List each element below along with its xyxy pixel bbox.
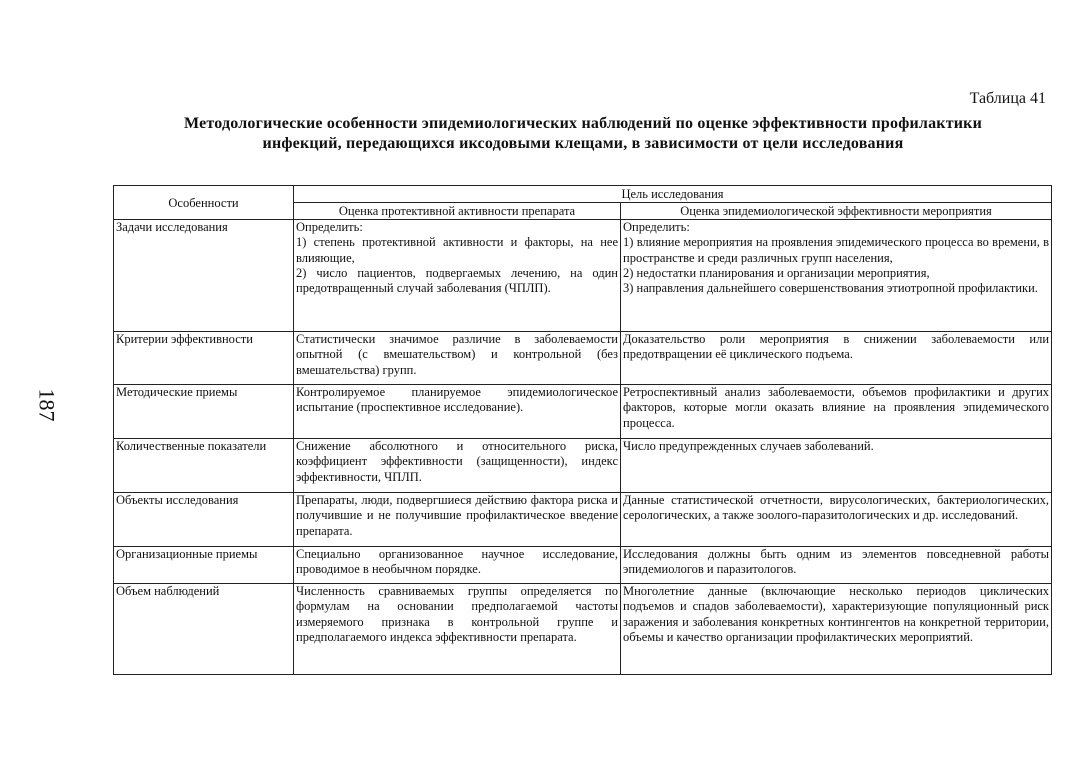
epidemiological-cell: Ретроспективный анализ заболеваемости, объемов профилактики и других факторов, которые могли оказать влияние на проявления эпидемического процесса. (621, 385, 1052, 439)
table-number: Таблица 41 (969, 90, 1046, 107)
table-title (120, 114, 1046, 154)
feature-cell: Задачи исследования (114, 220, 294, 332)
cell-line: Определить: (296, 220, 363, 234)
page-number: 187 (34, 388, 60, 422)
epidemiological-cell: Многолетние данные (включающие несколько периодов циклических подъемов и спадов заболеваемости), характеризующие популяционный риск заражения и заболевания конкретных контингентов на конкретной территории, объемы и качество организации профилактических мероприятий. (621, 584, 1052, 675)
table-row (114, 584, 1052, 675)
cell-line: 1) влияние мероприятия на проявления эпидемического процесса во времени, в пространстве и среди различных групп населения, (623, 235, 1050, 265)
epidemiological-cell: Исследования должны быть одним из элементов повседневной работы эпидемиологов и паразитологов. (621, 547, 1052, 584)
feature-cell: Объекты исследования (114, 493, 294, 547)
feature-cell: Методические приемы (114, 385, 294, 439)
protective-cell: Статистически значимое различие в заболеваемости опытной (с вмешательством) и контрольной (без вмешательства) групп. (294, 332, 621, 385)
table-row (114, 385, 1052, 439)
cell-line: 3) направления дальнейшего совершенствования этиотропной профилактики. (623, 281, 1038, 296)
table-row (114, 332, 1052, 385)
epidemiological-cell: Данные статистической отчетности, вирусологических, бактериологических, серологических, а также зоолого-паразитологических и др. исследований. (621, 493, 1052, 547)
feature-cell: Организационные приемы (114, 547, 294, 584)
header-protective: Оценка протективной активности препарата (294, 203, 621, 220)
protective-cell: Препараты, люди, подвергшиеся действию фактора риска и получившие и не получившие профилактическое введение препарата. (294, 493, 621, 547)
epidemiological-cell: Число предупрежденных случаев заболеваний. (621, 439, 1052, 493)
header-goal: Цель исследования (294, 186, 1052, 203)
table-row (114, 220, 1052, 332)
epidemiological-cell (621, 220, 1052, 332)
cell-line: 2) недостатки планирования и организации мероприятия, (623, 265, 930, 280)
cell-line: Определить: (623, 220, 690, 234)
header-epidemiological: Оценка эпидемиологической эффективности мероприятия (621, 203, 1052, 220)
methodology-table (113, 185, 1052, 675)
feature-cell: Количественные показатели (114, 439, 294, 493)
protective-cell (294, 220, 621, 332)
header-row (114, 186, 1052, 203)
header-features: Особенности (114, 186, 294, 220)
table-row (114, 439, 1052, 493)
cell-line: 1) степень протективной активности и факторы, на нее влияющие, (296, 235, 618, 265)
table-row (114, 493, 1052, 547)
protective-cell: Специально организованное научное исследование, проводимое в необычном порядке. (294, 547, 621, 584)
table-title-line: инфекций, передающихся иксодовыми клещами, в зависимости от цели исследования (262, 135, 904, 152)
protective-cell: Снижение абсолютного и относительного риска, коэффициент эффективности (защищенности), индекс эффективности, ЧПЛП. (294, 439, 621, 493)
protective-cell: Контролируемое планируемое эпидемиологическое испытание (проспективное исследование). (294, 385, 621, 439)
epidemiological-cell: Доказательство роли мероприятия в снижении заболеваемости или предотвращении её циклического подъема. (621, 332, 1052, 385)
cell-line: 2) число пациентов, подвергаемых лечению, на один предотвращенный случай заболевания (ЧПЛП). (296, 265, 618, 296)
table-row (114, 547, 1052, 584)
table-title-line: Методологические особенности эпидемиологических наблюдений по оценке эффективности профилактики (183, 115, 983, 132)
feature-cell: Критерии эффективности (114, 332, 294, 385)
feature-cell: Объем наблюдений (114, 584, 294, 675)
protective-cell: Численность сравниваемых группы определяется по формулам на основании предполагаемой частоты измеряемого признака в контрольной группе и предполагаемого индекса эффективности препарата. (294, 584, 621, 675)
